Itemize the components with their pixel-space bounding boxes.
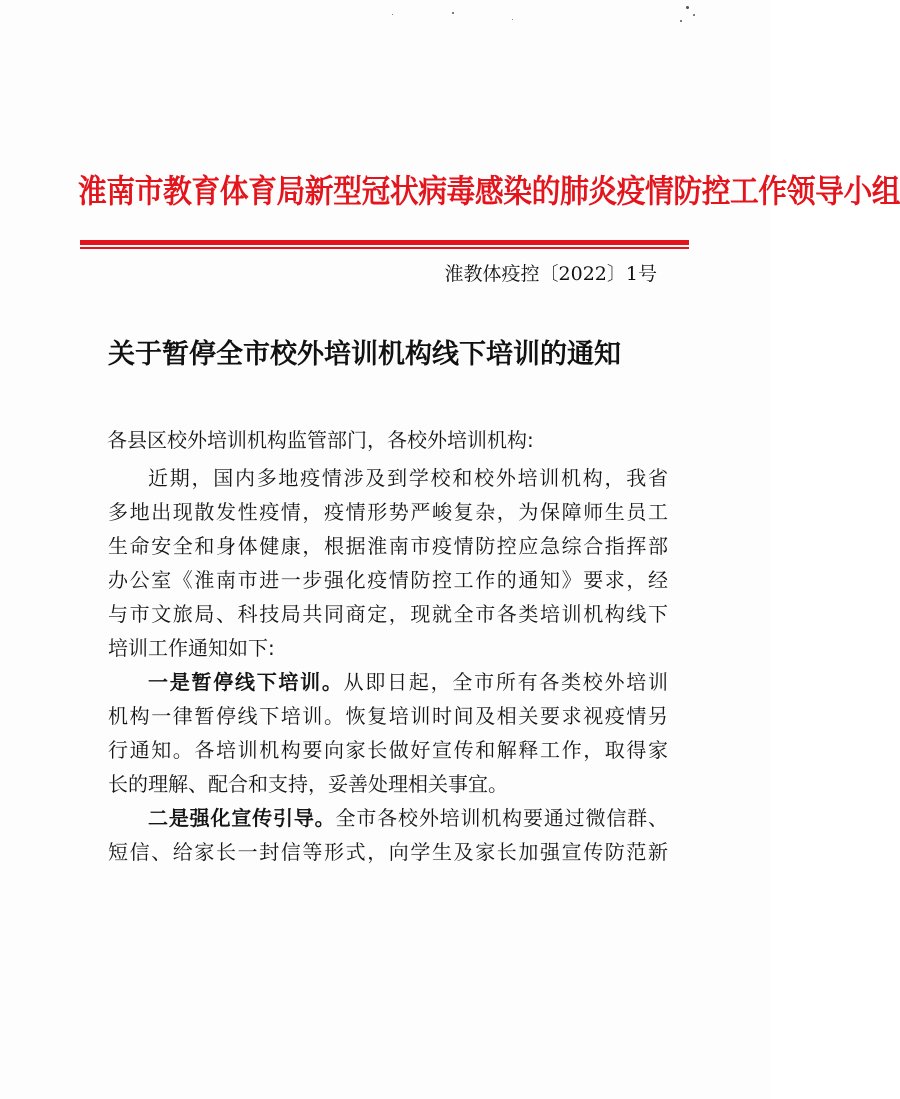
paragraph-1-line: 培训工作通知如下: [108,636,275,660]
paragraph-2-lead: 一是暂停线下培训。 [148,670,344,694]
notice-title: 关于暂停全市校外培训机构线下培训的通知 [108,339,621,370]
paragraph-1-line: 与市文旅局、科技局共同商定，现就全市各类培训机构线下 [108,602,668,626]
paragraph-1-line: 多地出现散发性疫情，疫情形势严峻复杂，为保障师生员工 [108,500,668,524]
scan-speck [452,12,454,14]
paragraph-2-line: 行通知。各培训机构要向家长做好宣传和解释工作，取得家 [108,738,668,762]
paragraph-3-first-line [108,801,668,835]
paragraph-3-line: 短信、给家长一封信等形式，向学生及家长加强宣传防范新 [108,840,668,864]
red-rule-thick-line [80,240,689,245]
scan-speck [693,14,695,16]
paragraph-1-line: 生命安全和身体健康，根据淮南市疫情防控应急综合指挥部 [108,534,668,558]
scan-speck [680,20,682,22]
paragraph-2-line: 从即日起，全市所有各类校外培训 [343,670,669,694]
paragraph-3-line: 全市各校外培训机构要通过微信群、 [335,806,668,830]
notice-body [108,461,668,869]
scan-speck [392,14,393,15]
issuing-organization-header: 淮南市教育体育局新型冠状病毒感染的肺炎疫情防控工作领导小组 [78,172,900,210]
paragraph-2-line: 长的理解、配合和支持，妥善处理相关事宜。 [108,772,508,796]
red-header-rule [80,240,689,250]
salutation: 各县区校外培训机构监管部门，各校外培训机构: [107,428,534,452]
paragraph-2-line: 机构一律暂停线下培训。恢复培训时间及相关要求视疫情另 [108,704,668,728]
scan-speck [686,6,689,9]
document-number: 淮教体疫控〔2022〕1号 [444,263,657,285]
paragraph-3-lead: 二是强化宣传引导。 [148,806,336,830]
paragraph-1-line: 近期，国内多地疫情涉及到学校和校外培训机构，我省 [148,466,668,490]
paragraph-1-line: 办公室《淮南市进一步强化疫情防控工作的通知》要求，经 [108,568,668,592]
red-rule-thin-line [80,247,689,249]
paragraph-2-first-line [108,665,668,699]
scan-speck [512,19,513,20]
